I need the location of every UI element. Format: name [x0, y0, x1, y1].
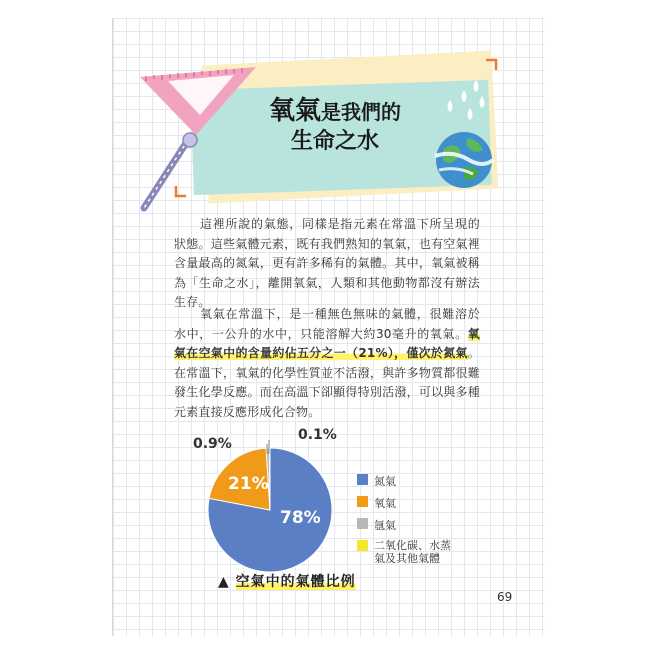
- legend-item: [357, 473, 454, 489]
- caption-text: 空氣中的氣體比例: [235, 574, 356, 590]
- chart-legend: [357, 473, 454, 571]
- pie-leader-lines: [205, 430, 305, 460]
- page-number: 69: [497, 590, 513, 604]
- paragraph-2: [174, 305, 480, 422]
- paragraph-1: 這裡所說的氣態，同樣是指元素在常溫下所呈現的狀態。這些氣體元素，既有我們熟知的氧氣，也有空氣裡含量最高的氮氣，更有許多稀有的氣體。其中，氧氣被稱為「生命之水」，離開氧氣，人類和其他動物都沒有辦法生存。: [174, 217, 480, 309]
- paragraph-2-text-end: 。在常溫下，氧氣的化學性質並不活潑，與許多物質都很難發生化學反應。而在高溫下卻顯得特別活潑，可以與多種元素直接反應形成化合物。: [174, 346, 480, 419]
- corner-mark-icon: [174, 186, 186, 198]
- title-word-small: 是我們的: [321, 100, 401, 124]
- legend-label: 氬氣: [374, 519, 396, 532]
- legend-swatch: [357, 518, 368, 529]
- caption-marker-icon: ▲: [218, 574, 230, 590]
- legend-label: 二氧化碳、水蒸氣及其他氣體: [374, 539, 451, 565]
- title-word: 氧氣: [268, 96, 321, 126]
- legend-item: [357, 539, 454, 565]
- pie-label-other: 0.1%: [298, 427, 337, 443]
- compass-icon: [138, 130, 200, 212]
- legend-swatch: [357, 496, 368, 507]
- legend-swatch: [357, 474, 368, 485]
- legend-item: [357, 517, 454, 533]
- pie-label-nitrogen: 78%: [280, 508, 321, 528]
- corner-mark-icon: [486, 58, 498, 70]
- legend-label: 氮氣: [374, 475, 396, 488]
- paragraph-2-text: 氧氣在常溫下，是一種無色無味的氣體，很難溶於水中，一公升的水中，只能溶解大約30毫升的氧氣。: [174, 307, 480, 341]
- chart-caption: [218, 571, 356, 591]
- page-title: [220, 95, 450, 155]
- legend-swatch: [357, 540, 368, 551]
- title-line-2: 生命之水: [290, 128, 379, 154]
- pie-label-argon: 0.9%: [193, 436, 232, 452]
- legend-label: 氧氣: [374, 497, 396, 510]
- pie-label-oxygen: 21%: [228, 474, 269, 494]
- legend-item: [357, 495, 454, 511]
- paragraph-2-highlight: 氧氣在空氣中的含量約佔五分之一（21%），僅次於氮氣: [174, 326, 480, 360]
